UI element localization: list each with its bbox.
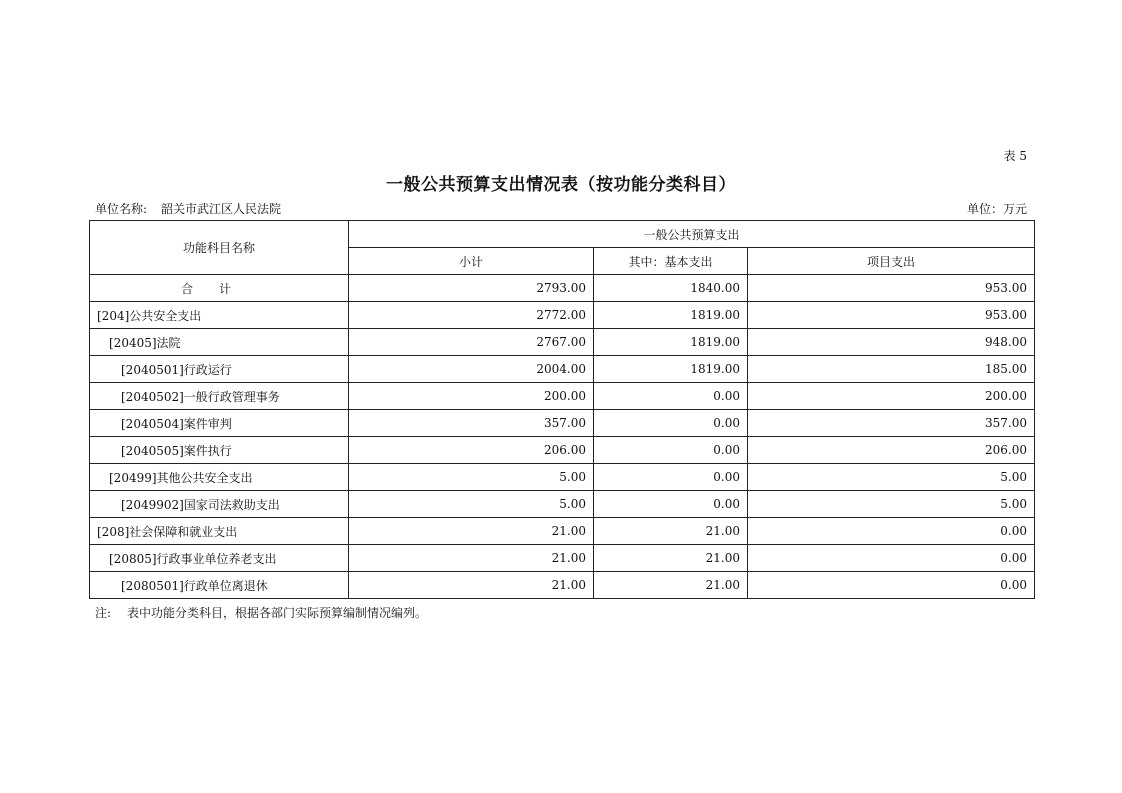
table-row (90, 518, 1035, 545)
table-row (90, 356, 1035, 383)
cell-subtotal: 200.00 (349, 383, 594, 410)
cell-basic: 21.00 (594, 572, 748, 599)
footnote-text: 表中功能分类科目，根据各部门实际预算编制情况编列。 (127, 606, 428, 620)
currency-unit: 单位：万元 (966, 202, 1027, 216)
cell-subtotal: 357.00 (349, 410, 594, 437)
row-function-name: [2080501]行政单位离退休 (90, 572, 349, 599)
unit-name-value: 韶关市武江区人民法院 (161, 202, 282, 216)
unit-name-label: 单位名称: (95, 202, 148, 216)
cell-subtotal: 2772.00 (349, 302, 594, 329)
table-row (90, 491, 1035, 518)
cell-subtotal: 2767.00 (349, 329, 594, 356)
total-label: 合计 (90, 275, 349, 302)
cell-project: 200.00 (748, 383, 1035, 410)
table-row (90, 410, 1035, 437)
row-function-name: [2049902]国家司法救助支出 (90, 491, 349, 518)
cell-subtotal: 21.00 (349, 518, 594, 545)
document-title: 一般公共预算支出情况表（按功能分类科目） (386, 175, 736, 195)
cell-basic: 0.00 (594, 464, 748, 491)
cell-basic: 21.00 (594, 518, 748, 545)
cell-basic: 1819.00 (594, 329, 748, 356)
cell-basic: 0.00 (594, 491, 748, 518)
cell-subtotal: 5.00 (349, 491, 594, 518)
budget-expenditure-table (89, 220, 1035, 599)
unit-name-block (95, 200, 281, 217)
cell-basic: 0.00 (594, 410, 748, 437)
header-general-budget: 一般公共预算支出 (349, 221, 1035, 248)
row-function-name: [2040501]行政运行 (90, 356, 349, 383)
cell-basic: 21.00 (594, 545, 748, 572)
cell-project: 206.00 (748, 437, 1035, 464)
table-body (90, 275, 1035, 599)
row-function-name: [2040504]案件审判 (90, 410, 349, 437)
table-row (90, 329, 1035, 356)
cell-project: 953.00 (748, 302, 1035, 329)
cell-basic: 1819.00 (594, 302, 748, 329)
cell-project: 953.00 (748, 275, 1035, 302)
table-row (90, 437, 1035, 464)
cell-project: 185.00 (748, 356, 1035, 383)
cell-project: 5.00 (748, 491, 1035, 518)
header-subtotal: 小计 (349, 248, 594, 275)
header-basic-expenditure: 其中：基本支出 (594, 248, 748, 275)
cell-subtotal: 206.00 (349, 437, 594, 464)
cell-basic: 1819.00 (594, 356, 748, 383)
footnote-label: 注: (95, 606, 112, 620)
cell-basic: 1840.00 (594, 275, 748, 302)
cell-project: 0.00 (748, 545, 1035, 572)
cell-subtotal: 21.00 (349, 545, 594, 572)
cell-project: 0.00 (748, 518, 1035, 545)
cell-subtotal: 5.00 (349, 464, 594, 491)
footnote (95, 604, 427, 621)
cell-project: 948.00 (748, 329, 1035, 356)
unit-info-row (95, 200, 1027, 216)
cell-project: 357.00 (748, 410, 1035, 437)
table-row (90, 464, 1035, 491)
header-function-name: 功能科目名称 (90, 221, 349, 275)
table-row (90, 545, 1035, 572)
cell-basic: 0.00 (594, 383, 748, 410)
table-row (90, 302, 1035, 329)
row-function-name: [2040505]案件执行 (90, 437, 349, 464)
row-function-name: [20405]法院 (90, 329, 349, 356)
table-number: 表 5 (1003, 149, 1027, 163)
cell-subtotal: 2004.00 (349, 356, 594, 383)
total-row (90, 275, 1035, 302)
row-function-name: [204]公共安全支出 (90, 302, 349, 329)
cell-subtotal: 21.00 (349, 572, 594, 599)
table-row (90, 572, 1035, 599)
table-row (90, 383, 1035, 410)
row-function-name: [2040502]一般行政管理事务 (90, 383, 349, 410)
cell-project: 5.00 (748, 464, 1035, 491)
row-function-name: [208]社会保障和就业支出 (90, 518, 349, 545)
row-function-name: [20805]行政事业单位养老支出 (90, 545, 349, 572)
row-function-name: [20499]其他公共安全支出 (90, 464, 349, 491)
cell-basic: 0.00 (594, 437, 748, 464)
cell-subtotal: 2793.00 (349, 275, 594, 302)
cell-project: 0.00 (748, 572, 1035, 599)
header-project-expenditure: 项目支出 (748, 248, 1035, 275)
